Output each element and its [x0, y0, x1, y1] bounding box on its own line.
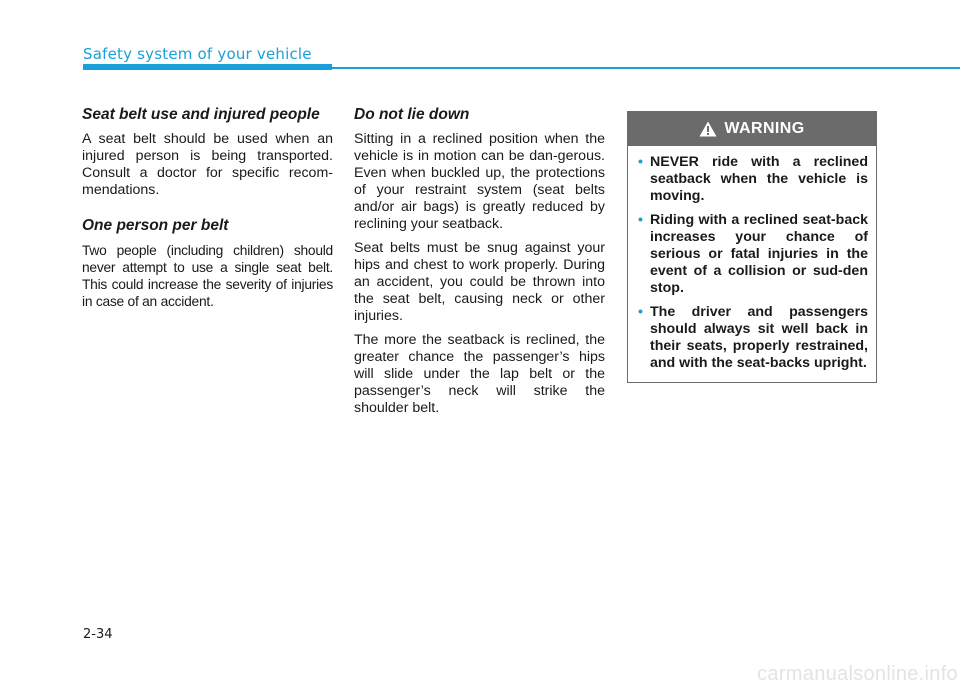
heading-one-person-per-belt: One person per belt: [82, 217, 229, 234]
heading-injured-people: Seat belt use and injured people: [82, 106, 320, 123]
header-rule-accent: [83, 64, 332, 70]
warning-item: [638, 154, 868, 205]
left-column: [82, 106, 333, 317]
bullet-icon: •: [638, 212, 643, 228]
bullet-icon: •: [638, 154, 643, 170]
warning-item-text: Riding with a reclined seat-back increases your chance of serious or fatal injuries in the event of a collision or sud-den stop.: [650, 212, 868, 296]
heading-do-not-lie-down: Do not lie down: [354, 106, 470, 123]
warning-title: WARNING: [724, 120, 805, 137]
page-number: 2-34: [83, 627, 113, 642]
middle-column: [354, 106, 605, 424]
paragraph-injured-people: A seat belt should be used when an injured person is being transported. Consult a doctor for specific recom-mendations.: [82, 131, 333, 198]
warning-list: [628, 146, 876, 372]
header-rule: [332, 67, 960, 69]
paragraph-one-person-per-belt: Two people (including children) should never attempt to use a single seat belt. This could increase the severity of injuries in case of an accident.: [82, 243, 333, 309]
bullet-icon: •: [638, 304, 643, 320]
warning-header: [628, 112, 876, 146]
warning-triangle-icon: [699, 121, 717, 137]
paragraph-seatback-reclined: The more the seatback is reclined, the greater chance the passenger’s hips will slide under the lap belt or the passenger’s neck will strike the shoulder belt.: [354, 332, 605, 416]
warning-item: [638, 212, 868, 297]
warning-item-text: NEVER ride with a reclined seatback when the vehicle is moving.: [650, 154, 868, 204]
warning-item: [638, 304, 868, 372]
warning-item-text: The driver and passengers should always sit well back in their seats, properly restrained, and with the seat-backs upright.: [650, 304, 868, 371]
section-title: Safety system of your vehicle: [83, 45, 312, 63]
paragraph-reclined-position: Sitting in a reclined position when the vehicle is in motion can be dan-gerous. Even when buckled up, the protections of your restraint system (seat belts and/or air bags) is greatly reduced by reclining your seatback.: [354, 131, 605, 232]
watermark: carmanualsonline.info: [757, 663, 958, 685]
paragraph-snug-belts: Seat belts must be snug against your hips and chest to work properly. During an accident, you could be thrown into the seat belt, causing neck or other injuries.: [354, 240, 605, 324]
warning-box: [627, 111, 877, 383]
